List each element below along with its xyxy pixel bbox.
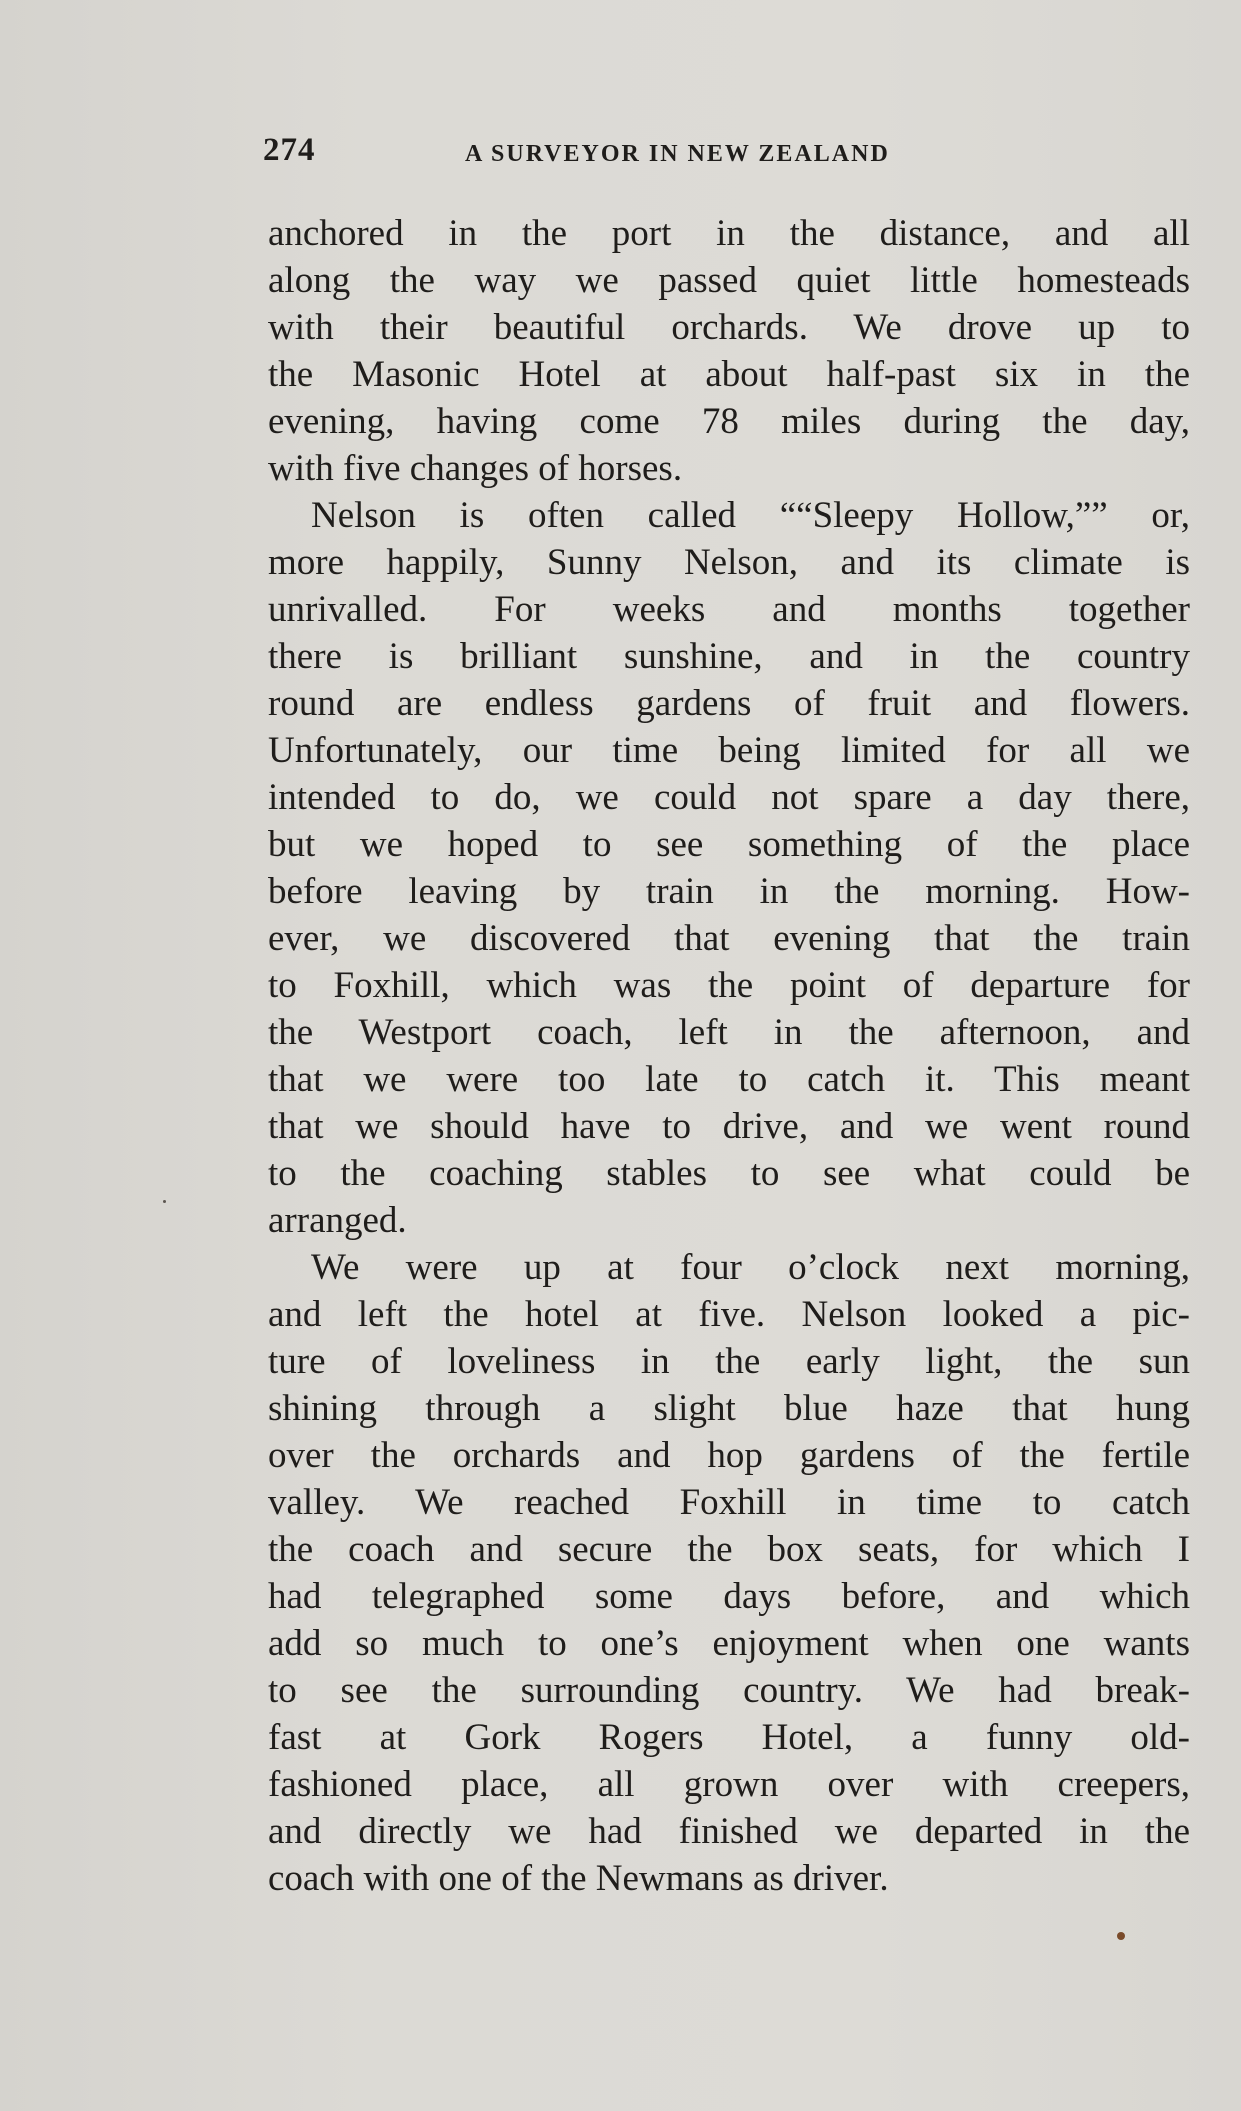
text-line: arranged.: [268, 1200, 407, 1241]
text-line: over the orchards and hop gardens of the fertile: [268, 1435, 1190, 1476]
running-title: A SURVEYOR IN NEW ZEALAND: [465, 141, 890, 167]
text-line: there is brilliant sunshine, and in the country: [268, 636, 1190, 677]
text-line: with five changes of horses.: [268, 448, 683, 489]
text-line: the coach and secure the box seats, for which I: [268, 1529, 1190, 1570]
page-number: 274: [263, 132, 316, 168]
text-line: add so much to one’s enjoyment when one wants: [268, 1623, 1190, 1664]
text-line: before leaving by train in the morning. How-: [268, 871, 1190, 912]
text-line: valley. We reached Foxhill in time to catch: [268, 1482, 1190, 1523]
text-line: fashioned place, all grown over with creepers,: [268, 1764, 1190, 1805]
text-line: but we hoped to see something of the place: [268, 824, 1190, 865]
text-line: coach with one of the Newmans as driver.: [268, 1858, 889, 1899]
text-line: the Masonic Hotel at about half-past six in the: [268, 354, 1190, 395]
text-line: anchored in the port in the distance, and all: [268, 213, 1190, 254]
text-line: ture of loveliness in the early light, the sun: [268, 1341, 1190, 1382]
text-line: shining through a slight blue haze that hung: [268, 1388, 1190, 1429]
text-line: the Westport coach, left in the afternoon, and: [268, 1012, 1190, 1053]
text-line: Unfortunately, our time being limited for all we: [268, 730, 1190, 771]
text-line: along the way we passed quiet little homesteads: [268, 260, 1190, 301]
text-line: that we should have to drive, and we went round: [268, 1106, 1190, 1147]
text-line: to Foxhill, which was the point of departure for: [268, 965, 1190, 1006]
text-line: to see the surrounding country. We had break-: [268, 1670, 1190, 1711]
text-line: round are endless gardens of fruit and flowers.: [268, 683, 1190, 724]
text-line: more happily, Sunny Nelson, and its climate is: [268, 542, 1190, 583]
text-line: had telegraphed some days before, and which: [268, 1576, 1190, 1617]
text-line: fast at Gork Rogers Hotel, a funny old-: [268, 1717, 1190, 1758]
text-line: intended to do, we could not spare a day there,: [268, 777, 1190, 818]
text-line: unrivalled. For weeks and months together: [268, 589, 1190, 630]
text-line: with their beautiful orchards. We drove up to: [268, 307, 1190, 348]
body-text: [268, 210, 1190, 1902]
text-line: that we were too late to catch it. This meant: [268, 1059, 1190, 1100]
text-line: and directly we had finished we departed in the: [268, 1811, 1190, 1852]
paper-speck: [163, 1200, 166, 1203]
paragraph-start-line: Nelson is often called ““Sleepy Hollow,”” or,: [311, 495, 1190, 536]
text-line: ever, we discovered that evening that the train: [268, 918, 1190, 959]
paragraph-start-line: We were up at four o’clock next morning,: [311, 1247, 1190, 1288]
running-head: [263, 132, 991, 176]
paper-speck: [1117, 1932, 1125, 1940]
text-line: evening, having come 78 miles during the day,: [268, 401, 1190, 442]
text-line: to the coaching stables to see what could be: [268, 1153, 1190, 1194]
text-line: and left the hotel at five. Nelson looked a pic-: [268, 1294, 1190, 1335]
